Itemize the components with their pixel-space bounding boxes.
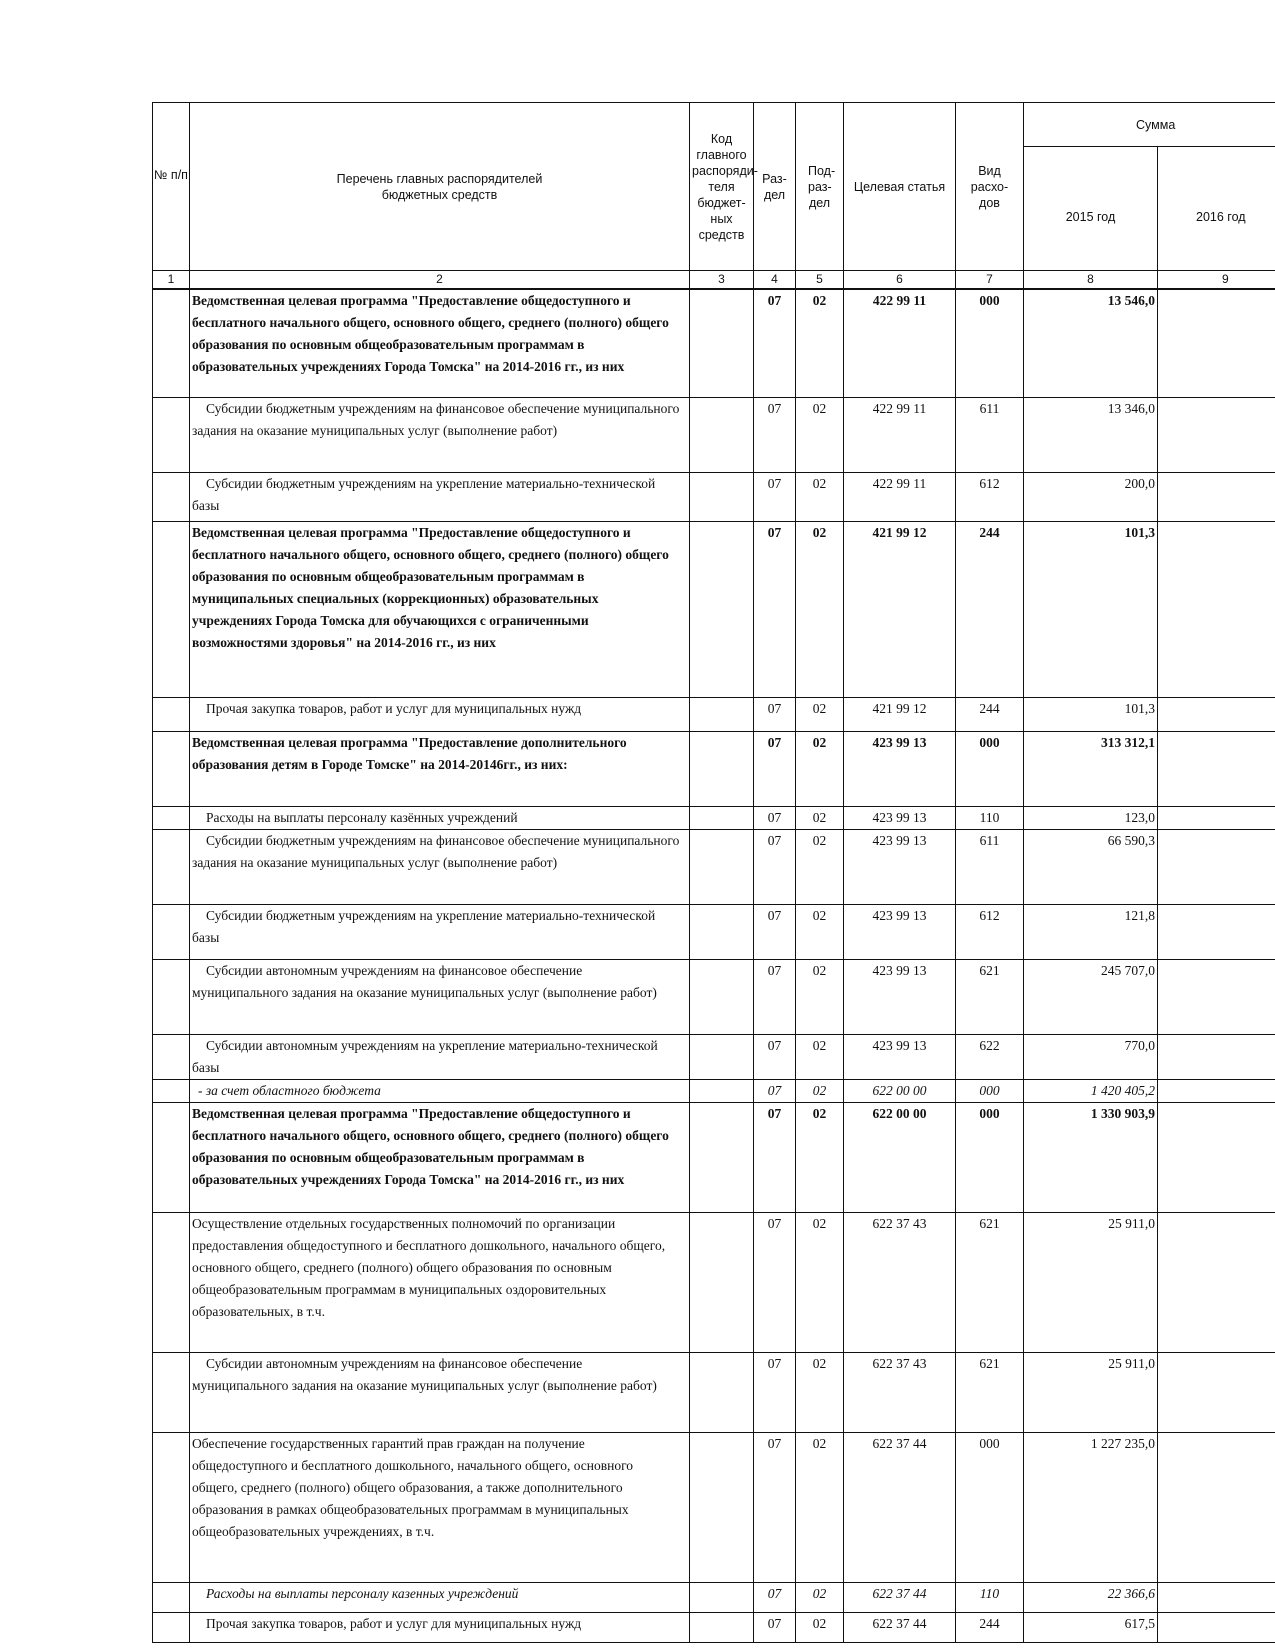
sum-2015-cell: 121,8 <box>1024 905 1158 960</box>
sum-2015-cell: 313 312,1 <box>1024 732 1158 807</box>
table-row <box>153 1103 1275 1213</box>
num-cell <box>153 522 190 698</box>
colnum-2: 2 <box>190 271 690 289</box>
code-cell <box>690 1103 754 1213</box>
podrazdel-cell: 02 <box>796 522 844 698</box>
header-name: Перечень главных распорядителей бюджетных средств <box>190 103 690 271</box>
colnum-1: 1 <box>153 271 190 289</box>
header-celevaya: Целевая статья <box>844 103 956 271</box>
row-name: Субсидии автономным учреждениям на финансовое обеспечение муниципального задания на оказание муниципальных услуг (выполнение работ) <box>190 1353 690 1433</box>
code-cell <box>690 1080 754 1103</box>
razdel-cell: 07 <box>754 1213 796 1353</box>
razdel-cell: 07 <box>754 1613 796 1643</box>
header-vid: Вид расхо-дов <box>956 103 1024 271</box>
num-cell <box>153 473 190 522</box>
table-row <box>153 1035 1275 1080</box>
sum-2015-cell: 123,0 <box>1024 807 1158 830</box>
vid-cell: 000 <box>956 289 1024 398</box>
colnum-3: 3 <box>690 271 754 289</box>
row-name: Расходы на выплаты персоналу казенных учреждений <box>190 1583 690 1613</box>
row-name: Субсидии бюджетным учреждениям на финансовое обеспечение муниципального задания на оказание муниципальных услуг (выполнение работ) <box>190 398 690 473</box>
colnum-5: 5 <box>796 271 844 289</box>
num-cell <box>153 1433 190 1583</box>
sum-2016-cell <box>1158 1035 1275 1080</box>
podrazdel-cell: 02 <box>796 698 844 732</box>
code-cell <box>690 905 754 960</box>
sum-2016-cell <box>1158 1613 1275 1643</box>
podrazdel-cell: 02 <box>796 1213 844 1353</box>
razdel-cell: 07 <box>754 1103 796 1213</box>
celevaya-cell: 622 37 44 <box>844 1613 956 1643</box>
table-row <box>153 732 1275 807</box>
table-row <box>153 830 1275 905</box>
razdel-cell: 07 <box>754 1035 796 1080</box>
num-cell <box>153 1035 190 1080</box>
code-cell <box>690 289 754 398</box>
sum-2016-cell <box>1158 473 1275 522</box>
razdel-cell: 07 <box>754 289 796 398</box>
sum-2016-cell <box>1158 289 1275 398</box>
podrazdel-cell: 02 <box>796 289 844 398</box>
table-body <box>153 289 1275 1643</box>
row-name: Осуществление отдельных государственных полномочий по организации предоставления общедоступного и бесплатного дошкольного, начального общего, основного общего, среднего (полного) общего образования по основным общеобразовательным программам в муниципальных оздоровительных образовательных, в т.ч. <box>190 1213 690 1353</box>
razdel-cell: 07 <box>754 398 796 473</box>
table-row <box>153 1613 1275 1643</box>
sum-2016-cell <box>1158 1103 1275 1213</box>
row-name: - за счет областного бюджета <box>190 1080 690 1103</box>
code-cell <box>690 732 754 807</box>
vid-cell: 000 <box>956 1103 1024 1213</box>
podrazdel-cell: 02 <box>796 1433 844 1583</box>
vid-cell: 621 <box>956 1353 1024 1433</box>
sum-2015-cell: 200,0 <box>1024 473 1158 522</box>
sum-2016-cell <box>1158 1583 1275 1613</box>
code-cell <box>690 1613 754 1643</box>
sum-2016-cell <box>1158 732 1275 807</box>
num-cell <box>153 698 190 732</box>
vid-cell: 612 <box>956 473 1024 522</box>
celevaya-cell: 423 99 13 <box>844 732 956 807</box>
code-cell <box>690 522 754 698</box>
vid-cell: 612 <box>956 905 1024 960</box>
podrazdel-cell: 02 <box>796 732 844 807</box>
header-2015: 2015 год <box>1024 147 1158 271</box>
sum-2015-cell: 13 346,0 <box>1024 398 1158 473</box>
colnum-8: 8 <box>1024 271 1158 289</box>
razdel-cell: 07 <box>754 1583 796 1613</box>
header-2016: 2016 год <box>1158 147 1275 271</box>
sum-2015-cell: 245 707,0 <box>1024 960 1158 1035</box>
podrazdel-cell: 02 <box>796 398 844 473</box>
row-name: Субсидии бюджетным учреждениям на укрепление материально-технической базы <box>190 473 690 522</box>
podrazdel-cell: 02 <box>796 830 844 905</box>
sum-2015-cell: 101,3 <box>1024 698 1158 732</box>
celevaya-cell: 421 99 12 <box>844 522 956 698</box>
celevaya-cell: 622 37 43 <box>844 1213 956 1353</box>
num-cell <box>153 1583 190 1613</box>
sum-2015-cell: 13 546,0 <box>1024 289 1158 398</box>
table-row <box>153 473 1275 522</box>
table-row <box>153 522 1275 698</box>
sum-2015-cell: 22 366,6 <box>1024 1583 1158 1613</box>
header-summa: Сумма <box>1024 103 1275 147</box>
celevaya-cell: 423 99 13 <box>844 905 956 960</box>
colnum-9: 9 <box>1158 271 1275 289</box>
code-cell <box>690 960 754 1035</box>
celevaya-cell: 622 00 00 <box>844 1080 956 1103</box>
header-podrazdel: Под-раз-дел <box>796 103 844 271</box>
podrazdel-cell: 02 <box>796 1353 844 1433</box>
colnum-6: 6 <box>844 271 956 289</box>
podrazdel-cell: 02 <box>796 807 844 830</box>
sum-2016-cell <box>1158 905 1275 960</box>
sum-2015-cell: 770,0 <box>1024 1035 1158 1080</box>
num-cell <box>153 1353 190 1433</box>
code-cell <box>690 1213 754 1353</box>
table-row <box>153 1353 1275 1433</box>
row-name: Субсидии бюджетным учреждениям на финансовое обеспечение муниципального задания на оказание муниципальных услуг (выполнение работ) <box>190 830 690 905</box>
vid-cell: 244 <box>956 698 1024 732</box>
vid-cell: 621 <box>956 960 1024 1035</box>
code-cell <box>690 473 754 522</box>
razdel-cell: 07 <box>754 732 796 807</box>
row-name: Прочая закупка товаров, работ и услуг для муниципальных нужд <box>190 1613 690 1643</box>
vid-cell: 611 <box>956 398 1024 473</box>
row-name: Субсидии бюджетным учреждениям на укрепление материально-технической базы <box>190 905 690 960</box>
razdel-cell: 07 <box>754 473 796 522</box>
sum-2016-cell <box>1158 398 1275 473</box>
celevaya-cell: 422 99 11 <box>844 398 956 473</box>
table-row <box>153 1080 1275 1103</box>
table-row <box>153 289 1275 398</box>
vid-cell: 244 <box>956 1613 1024 1643</box>
razdel-cell: 07 <box>754 807 796 830</box>
celevaya-cell: 422 99 11 <box>844 289 956 398</box>
podrazdel-cell: 02 <box>796 473 844 522</box>
razdel-cell: 07 <box>754 1080 796 1103</box>
razdel-cell: 07 <box>754 830 796 905</box>
header-code: Код главного распоряди-теля бюджет-ных средств <box>690 103 754 271</box>
colnum-7: 7 <box>956 271 1024 289</box>
vid-cell: 000 <box>956 1080 1024 1103</box>
razdel-cell: 07 <box>754 905 796 960</box>
sum-2016-cell <box>1158 1080 1275 1103</box>
vid-cell: 110 <box>956 807 1024 830</box>
num-cell <box>153 1103 190 1213</box>
sum-2015-cell: 101,3 <box>1024 522 1158 698</box>
header-razdel: Раз-дел <box>754 103 796 271</box>
code-cell <box>690 1433 754 1583</box>
razdel-cell: 07 <box>754 1353 796 1433</box>
sum-2015-cell: 1 227 235,0 <box>1024 1433 1158 1583</box>
vid-cell: 611 <box>956 830 1024 905</box>
vid-cell: 622 <box>956 1035 1024 1080</box>
table-row <box>153 1433 1275 1583</box>
table-row <box>153 1583 1275 1613</box>
vid-cell: 000 <box>956 1433 1024 1583</box>
celevaya-cell: 421 99 12 <box>844 698 956 732</box>
code-cell <box>690 698 754 732</box>
budget-table-page <box>152 102 1275 1643</box>
vid-cell: 110 <box>956 1583 1024 1613</box>
podrazdel-cell: 02 <box>796 1103 844 1213</box>
podrazdel-cell: 02 <box>796 1035 844 1080</box>
num-cell <box>153 398 190 473</box>
razdel-cell: 07 <box>754 960 796 1035</box>
vid-cell: 621 <box>956 1213 1024 1353</box>
num-cell <box>153 830 190 905</box>
podrazdel-cell: 02 <box>796 1583 844 1613</box>
razdel-cell: 07 <box>754 1433 796 1583</box>
row-name: Прочая закупка товаров, работ и услуг для муниципальных нужд <box>190 698 690 732</box>
code-cell <box>690 830 754 905</box>
row-name: Субсидии автономным учреждениям на финансовое обеспечение муниципального задания на оказание муниципальных услуг (выполнение работ) <box>190 960 690 1035</box>
celevaya-cell: 422 99 11 <box>844 473 956 522</box>
header-num: № п/п <box>153 103 190 271</box>
sum-2016-cell <box>1158 830 1275 905</box>
podrazdel-cell: 02 <box>796 1613 844 1643</box>
num-cell <box>153 807 190 830</box>
podrazdel-cell: 02 <box>796 1080 844 1103</box>
code-cell <box>690 1035 754 1080</box>
code-cell <box>690 807 754 830</box>
table-row <box>153 905 1275 960</box>
num-cell <box>153 905 190 960</box>
celevaya-cell: 423 99 13 <box>844 1035 956 1080</box>
row-name: Ведомственная целевая программа "Предоставление дополнительного образования детям в Городе Томске" на 2014-20146гг., из них: <box>190 732 690 807</box>
sum-2016-cell <box>1158 1213 1275 1353</box>
sum-2015-cell: 617,5 <box>1024 1613 1158 1643</box>
sum-2016-cell <box>1158 522 1275 698</box>
num-cell <box>153 289 190 398</box>
celevaya-cell: 622 00 00 <box>844 1103 956 1213</box>
table-row <box>153 698 1275 732</box>
num-cell <box>153 1213 190 1353</box>
sum-2016-cell <box>1158 1353 1275 1433</box>
sum-2015-cell: 25 911,0 <box>1024 1213 1158 1353</box>
row-name: Ведомственная целевая программа "Предоставление общедоступного и бесплатного начального общего, основного общего, среднего (полного) общего образования по основным общеобразовательным программам в муниципальных специальных (коррекционных) образовательных учреждениях Города Томска для обучающихся с ограниченными возможностями здоровья" на 2014-2016 гг., из них <box>190 522 690 698</box>
code-cell <box>690 1583 754 1613</box>
vid-cell: 244 <box>956 522 1024 698</box>
row-name: Ведомственная целевая программа "Предоставление общедоступного и бесплатного начального общего, основного общего, среднего (полного) общего образования по основным общеобразовательным программам в образовательных учреждениях Города Томска" на 2014-2016 гг., из них <box>190 289 690 398</box>
num-cell <box>153 1613 190 1643</box>
num-cell <box>153 1080 190 1103</box>
table-row <box>153 960 1275 1035</box>
table-row <box>153 807 1275 830</box>
celevaya-cell: 622 37 44 <box>844 1433 956 1583</box>
colnum-4: 4 <box>754 271 796 289</box>
sum-2015-cell: 1 420 405,2 <box>1024 1080 1158 1103</box>
sum-2016-cell <box>1158 960 1275 1035</box>
celevaya-cell: 423 99 13 <box>844 960 956 1035</box>
row-name: Субсидии автономным учреждениям на укрепление материально-технической базы <box>190 1035 690 1080</box>
row-name: Обеспечение государственных гарантий прав граждан на получение общедоступного и бесплатного дошкольного, начального общего, основного общего, среднего (полного) общего образования, а также дополнительного образования в рамках общеобразовательных программам в муниципальных общеобразовательных учреждениях, в т.ч. <box>190 1433 690 1583</box>
sum-2015-cell: 66 590,3 <box>1024 830 1158 905</box>
sum-2016-cell <box>1158 807 1275 830</box>
sum-2015-cell: 1 330 903,9 <box>1024 1103 1158 1213</box>
code-cell <box>690 398 754 473</box>
num-cell <box>153 960 190 1035</box>
code-cell <box>690 1353 754 1433</box>
row-name: Ведомственная целевая программа "Предоставление общедоступного и бесплатного начального общего, основного общего, среднего (полного) общего образования по основным общеобразовательным программам в образовательных учреждениях Города Томска" на 2014-2016 гг., из них <box>190 1103 690 1213</box>
num-cell <box>153 732 190 807</box>
table-row <box>153 1213 1275 1353</box>
celevaya-cell: 423 99 13 <box>844 830 956 905</box>
vid-cell: 000 <box>956 732 1024 807</box>
celevaya-cell: 622 37 44 <box>844 1583 956 1613</box>
razdel-cell: 07 <box>754 522 796 698</box>
razdel-cell: 07 <box>754 698 796 732</box>
budget-table <box>152 102 1275 1643</box>
sum-2016-cell <box>1158 1433 1275 1583</box>
sum-2015-cell: 25 911,0 <box>1024 1353 1158 1433</box>
celevaya-cell: 423 99 13 <box>844 807 956 830</box>
sum-2016-cell <box>1158 698 1275 732</box>
celevaya-cell: 622 37 43 <box>844 1353 956 1433</box>
row-name: Расходы на выплаты персоналу казённых учреждений <box>190 807 690 830</box>
table-row <box>153 398 1275 473</box>
podrazdel-cell: 02 <box>796 960 844 1035</box>
podrazdel-cell: 02 <box>796 905 844 960</box>
